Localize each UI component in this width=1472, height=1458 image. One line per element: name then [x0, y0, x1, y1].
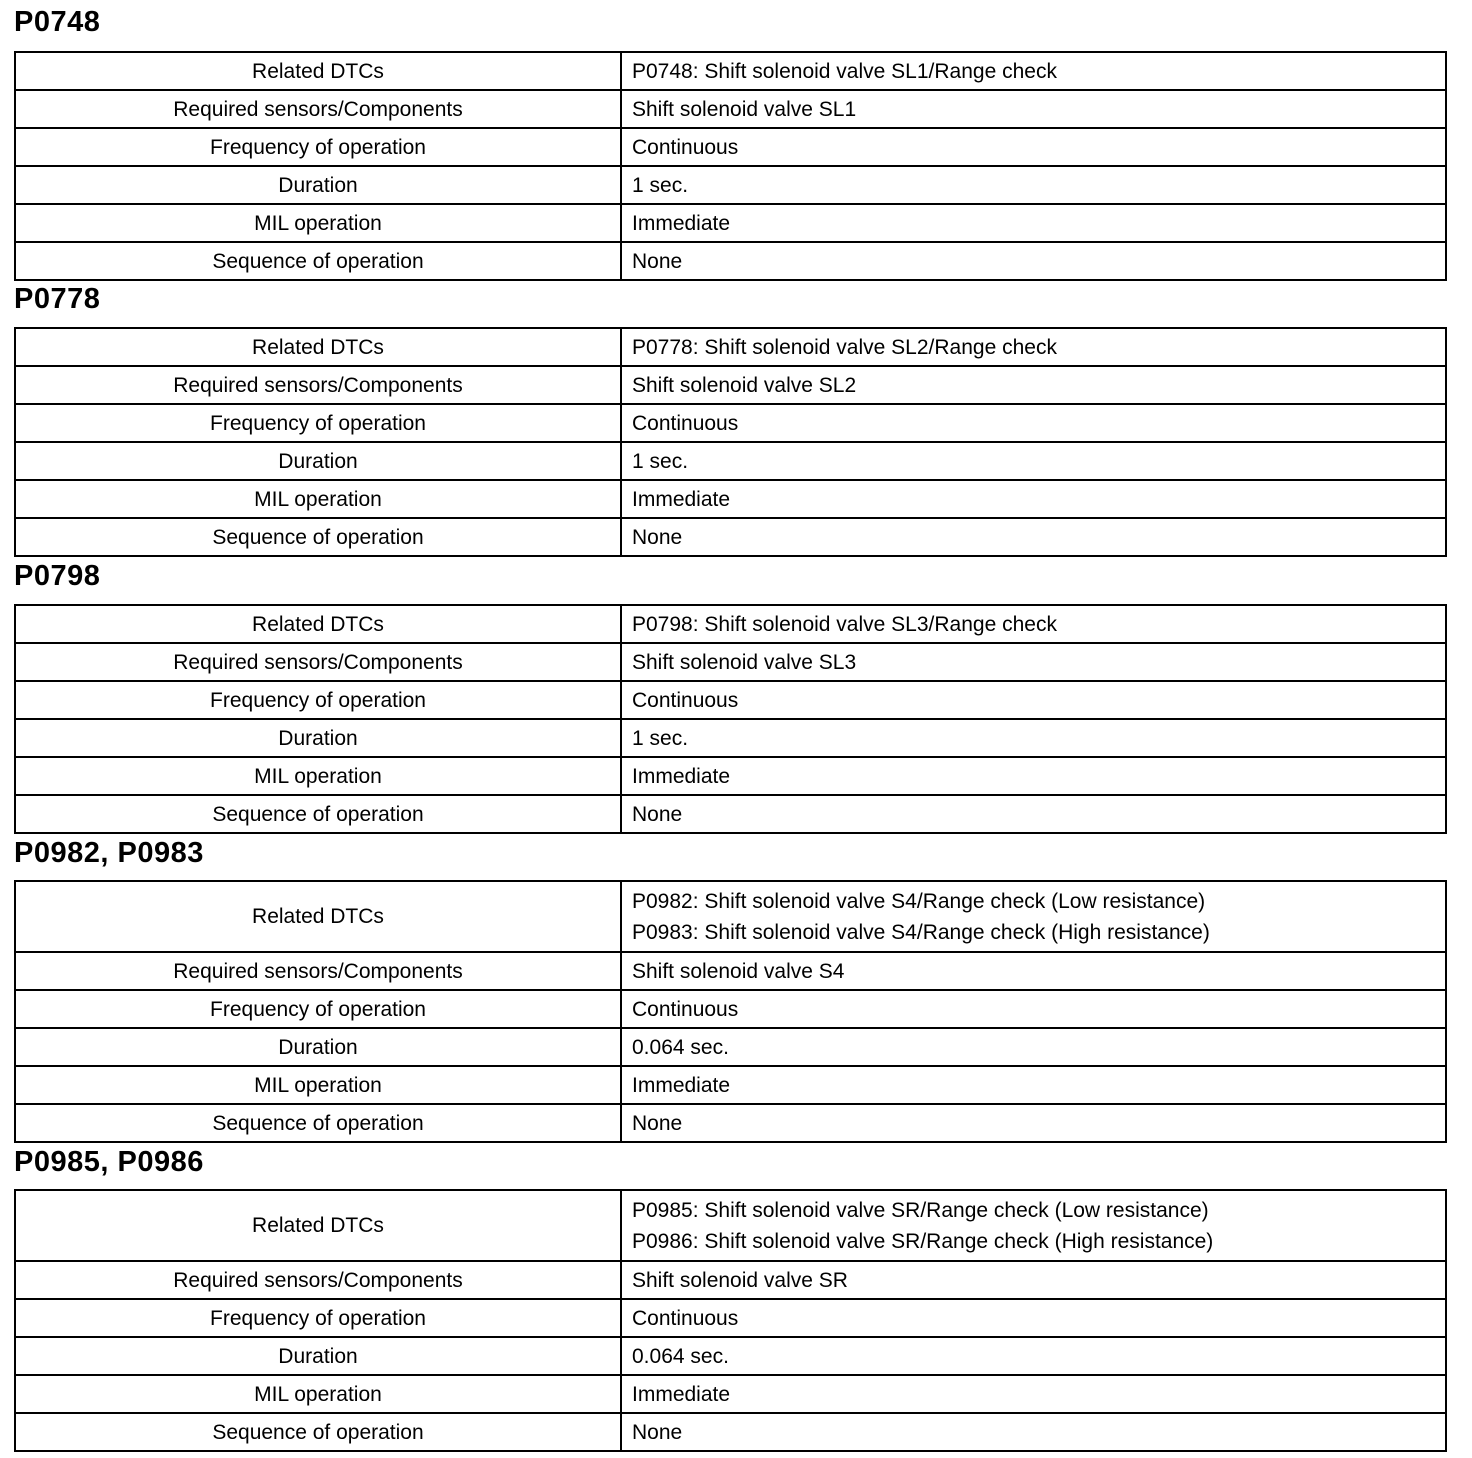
row-value: None: [621, 242, 1446, 280]
table-row: [15, 480, 1446, 518]
table-row: [15, 952, 1446, 990]
row-value: Continuous: [621, 990, 1446, 1028]
table-row: [15, 52, 1446, 90]
table-row: [15, 166, 1446, 204]
row-label: MIL operation: [15, 1066, 621, 1104]
table-row: [15, 518, 1446, 556]
row-value: 1 sec.: [621, 442, 1446, 480]
row-label: Duration: [15, 166, 621, 204]
table-row: [15, 990, 1446, 1028]
row-label: Sequence of operation: [15, 518, 621, 556]
row-value: P0748: Shift solenoid valve SL1/Range check: [621, 52, 1446, 90]
section-title: P0982, P0983: [14, 837, 204, 869]
row-value: None: [621, 795, 1446, 833]
table-row: [15, 1299, 1446, 1337]
row-value: Continuous: [621, 681, 1446, 719]
row-label: Frequency of operation: [15, 1299, 621, 1337]
row-label: Duration: [15, 1337, 621, 1375]
spec-table: [14, 1189, 1447, 1452]
row-label: Duration: [15, 719, 621, 757]
row-value: Shift solenoid valve SR: [621, 1261, 1446, 1299]
row-value: P0982: Shift solenoid valve S4/Range check (Low resistance) P0983: Shift solenoid valve S4/Range check (High resistance): [621, 881, 1446, 952]
section-title: P0778: [14, 283, 101, 315]
row-label: Related DTCs: [15, 328, 621, 366]
table-row: [15, 204, 1446, 242]
table-row: [15, 757, 1446, 795]
row-label: Sequence of operation: [15, 242, 621, 280]
table-row: [15, 366, 1446, 404]
row-label: MIL operation: [15, 480, 621, 518]
table-row: [15, 242, 1446, 280]
spec-table: [14, 327, 1447, 557]
table-row: [15, 1337, 1446, 1375]
row-value: Immediate: [621, 204, 1446, 242]
table-row: [15, 442, 1446, 480]
row-value: Continuous: [621, 128, 1446, 166]
row-label: Frequency of operation: [15, 128, 621, 166]
row-label: Duration: [15, 442, 621, 480]
row-value: Immediate: [621, 757, 1446, 795]
row-value: Shift solenoid valve SL1: [621, 90, 1446, 128]
table-row: [15, 1104, 1446, 1142]
table-row: [15, 90, 1446, 128]
table-row: [15, 1190, 1446, 1261]
row-value: P0778: Shift solenoid valve SL2/Range check: [621, 328, 1446, 366]
row-value: None: [621, 1104, 1446, 1142]
row-label: Sequence of operation: [15, 1104, 621, 1142]
table-row: [15, 795, 1446, 833]
row-label: Frequency of operation: [15, 404, 621, 442]
spec-table: [14, 51, 1447, 281]
section-title: P0748: [14, 6, 101, 38]
row-label: Related DTCs: [15, 881, 621, 952]
table-row: [15, 643, 1446, 681]
row-label: MIL operation: [15, 204, 621, 242]
row-value: Immediate: [621, 1066, 1446, 1104]
row-label: Related DTCs: [15, 52, 621, 90]
section-title: P0985, P0986: [14, 1146, 204, 1178]
row-value: 1 sec.: [621, 166, 1446, 204]
section-title: P0798: [14, 560, 101, 592]
row-value: P0985: Shift solenoid valve SR/Range check (Low resistance) P0986: Shift solenoid valve SR/Range check (High resistance): [621, 1190, 1446, 1261]
row-label: Duration: [15, 1028, 621, 1066]
row-label: Sequence of operation: [15, 1413, 621, 1451]
table-row: [15, 681, 1446, 719]
table-row: [15, 1066, 1446, 1104]
table-row: [15, 881, 1446, 952]
table-row: [15, 1413, 1446, 1451]
table-row: [15, 128, 1446, 166]
table-row: [15, 404, 1446, 442]
row-label: Related DTCs: [15, 605, 621, 643]
row-value: 0.064 sec.: [621, 1337, 1446, 1375]
row-label: Required sensors/Components: [15, 952, 621, 990]
row-value: Continuous: [621, 404, 1446, 442]
row-value: Continuous: [621, 1299, 1446, 1337]
row-value: Shift solenoid valve SL3: [621, 643, 1446, 681]
row-label: Frequency of operation: [15, 990, 621, 1028]
table-row: [15, 719, 1446, 757]
table-row: [15, 605, 1446, 643]
row-label: Related DTCs: [15, 1190, 621, 1261]
row-value: Shift solenoid valve S4: [621, 952, 1446, 990]
spec-table: [14, 604, 1447, 834]
row-label: Required sensors/Components: [15, 366, 621, 404]
row-label: Sequence of operation: [15, 795, 621, 833]
row-label: Required sensors/Components: [15, 643, 621, 681]
row-value: Shift solenoid valve SL2: [621, 366, 1446, 404]
row-label: MIL operation: [15, 757, 621, 795]
row-value: Immediate: [621, 480, 1446, 518]
row-label: MIL operation: [15, 1375, 621, 1413]
table-row: [15, 1028, 1446, 1066]
row-label: Frequency of operation: [15, 681, 621, 719]
table-row: [15, 328, 1446, 366]
row-value: 1 sec.: [621, 719, 1446, 757]
row-value: 0.064 sec.: [621, 1028, 1446, 1066]
row-value: None: [621, 1413, 1446, 1451]
table-row: [15, 1261, 1446, 1299]
table-row: [15, 1375, 1446, 1413]
row-value: None: [621, 518, 1446, 556]
row-value: Immediate: [621, 1375, 1446, 1413]
spec-table: [14, 880, 1447, 1143]
row-label: Required sensors/Components: [15, 1261, 621, 1299]
row-value: P0798: Shift solenoid valve SL3/Range check: [621, 605, 1446, 643]
row-label: Required sensors/Components: [15, 90, 621, 128]
